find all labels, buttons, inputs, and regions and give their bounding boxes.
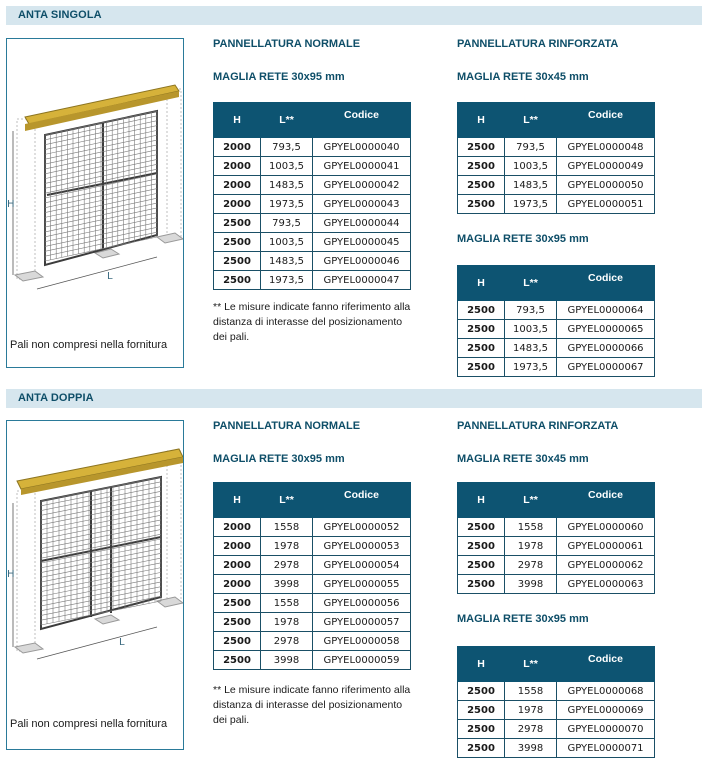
cell-codice: GPYEL0000066 — [557, 339, 655, 358]
column-header: Codice — [313, 103, 411, 138]
table-anta-doppia-rinforzata-30x95 — [457, 646, 655, 758]
table-row — [458, 720, 655, 739]
table-row — [214, 556, 411, 575]
cell-l: 793,5 — [261, 214, 313, 233]
table-row — [214, 157, 411, 176]
cell-l: 1978 — [261, 537, 313, 556]
heading-maglia-rete-30x95: MAGLIA RETE 30x95 mm — [457, 233, 589, 245]
cell-codice: GPYEL0000054 — [313, 556, 411, 575]
cell-h: 2000 — [214, 575, 261, 594]
table-row — [214, 594, 411, 613]
cell-l: 1558 — [505, 682, 557, 701]
cell-codice: GPYEL0000059 — [313, 651, 411, 670]
footnote: ** Le misure indicate fanno riferimento alla distanza di interasse del posizionamento dei pali. — [213, 684, 411, 726]
table-anta-singola-normale — [213, 102, 411, 290]
column-header: H — [458, 483, 505, 518]
image-caption: Pali non compresi nella fornitura — [10, 718, 168, 730]
table-row — [214, 518, 411, 537]
cell-codice: GPYEL0000050 — [557, 176, 655, 195]
cell-h: 2500 — [458, 518, 505, 537]
column-header: Codice — [557, 103, 655, 138]
cell-l: 793,5 — [505, 138, 557, 157]
cell-h: 2500 — [458, 320, 505, 339]
column-header: H — [458, 647, 505, 682]
cell-h: 2500 — [214, 613, 261, 632]
table-header-row — [458, 266, 655, 301]
heading-pannellatura-normale: PANNELLATURA NORMALE — [213, 420, 361, 432]
section-title: ANTA SINGOLA — [18, 9, 102, 21]
table-row — [214, 632, 411, 651]
column-header: H — [458, 266, 505, 301]
cell-h: 2500 — [214, 271, 261, 290]
table-row — [458, 320, 655, 339]
cell-codice: GPYEL0000071 — [557, 739, 655, 758]
cell-codice: GPYEL0000052 — [313, 518, 411, 537]
column-header: L** — [261, 483, 313, 518]
cell-l: 1973,5 — [505, 195, 557, 214]
table-row — [458, 556, 655, 575]
cell-h: 2000 — [214, 157, 261, 176]
heading-maglia-rete: MAGLIA RETE 30x95 mm — [213, 71, 345, 83]
image-caption: Pali non compresi nella fornitura — [10, 339, 168, 351]
cell-codice: GPYEL0000067 — [557, 358, 655, 377]
table-header-row — [458, 647, 655, 682]
cell-h: 2500 — [458, 157, 505, 176]
cell-l: 3998 — [505, 739, 557, 758]
cell-l: 1978 — [505, 701, 557, 720]
cell-codice: GPYEL0000051 — [557, 195, 655, 214]
column-header: H — [458, 103, 505, 138]
cell-l: 1973,5 — [261, 271, 313, 290]
table-row — [458, 138, 655, 157]
cell-h: 2000 — [214, 176, 261, 195]
heading-maglia-rete-30x95: MAGLIA RETE 30x95 mm — [457, 613, 589, 625]
column-header: H — [214, 103, 261, 138]
footnote: ** Le misure indicate fanno riferimento alla distanza di interasse del posizionamento dei pali. — [213, 301, 411, 343]
table-row — [214, 271, 411, 290]
table-row — [214, 138, 411, 157]
cell-l: 1003,5 — [505, 157, 557, 176]
heading-pannellatura-rinforzata: PANNELLATURA RINFORZATA — [457, 38, 619, 50]
cell-h: 2500 — [458, 301, 505, 320]
cell-codice: GPYEL0000064 — [557, 301, 655, 320]
cell-l: 1978 — [505, 537, 557, 556]
table-row — [214, 613, 411, 632]
table-row — [214, 214, 411, 233]
dim-h: H — [7, 569, 15, 580]
column-header: L** — [505, 266, 557, 301]
heading-pannellatura-normale: PANNELLATURA NORMALE — [213, 38, 361, 50]
single-gate-illustration — [7, 39, 184, 368]
table-anta-doppia-normale — [213, 482, 411, 670]
cell-h: 2500 — [458, 682, 505, 701]
cell-l: 1483,5 — [261, 176, 313, 195]
cell-h: 2000 — [214, 138, 261, 157]
double-gate-illustration — [7, 421, 184, 750]
cell-h: 2000 — [214, 518, 261, 537]
column-header: L** — [505, 103, 557, 138]
cell-h: 2500 — [458, 195, 505, 214]
cell-codice: GPYEL0000057 — [313, 613, 411, 632]
cell-codice: GPYEL0000063 — [557, 575, 655, 594]
column-header: Codice — [557, 647, 655, 682]
cell-l: 2978 — [505, 720, 557, 739]
table-row — [214, 176, 411, 195]
heading-maglia-rete-30x45: MAGLIA RETE 30x45 mm — [457, 453, 589, 465]
table-header-row — [214, 483, 411, 518]
cell-codice: GPYEL0000053 — [313, 537, 411, 556]
cell-l: 1003,5 — [261, 157, 313, 176]
cell-h: 2000 — [214, 537, 261, 556]
cell-codice: GPYEL0000048 — [557, 138, 655, 157]
cell-l: 1558 — [261, 594, 313, 613]
cell-h: 2500 — [458, 701, 505, 720]
cell-l: 2978 — [261, 632, 313, 651]
table-row — [458, 157, 655, 176]
cell-codice: GPYEL0000068 — [557, 682, 655, 701]
cell-codice: GPYEL0000043 — [313, 195, 411, 214]
cell-l: 1003,5 — [505, 320, 557, 339]
cell-codice: GPYEL0000041 — [313, 157, 411, 176]
cell-l: 1003,5 — [261, 233, 313, 252]
table-row — [214, 233, 411, 252]
cell-h: 2500 — [458, 537, 505, 556]
heading-maglia-rete: MAGLIA RETE 30x95 mm — [213, 453, 345, 465]
cell-codice: GPYEL0000049 — [557, 157, 655, 176]
cell-l: 1558 — [261, 518, 313, 537]
cell-l: 3998 — [261, 575, 313, 594]
cell-codice: GPYEL0000045 — [313, 233, 411, 252]
table-row — [458, 358, 655, 377]
table-row — [458, 301, 655, 320]
table-row — [458, 537, 655, 556]
cell-h: 2500 — [458, 138, 505, 157]
table-row — [214, 252, 411, 271]
cell-l: 793,5 — [505, 301, 557, 320]
table-row — [214, 651, 411, 670]
cell-l: 1978 — [261, 613, 313, 632]
table-row — [458, 339, 655, 358]
cell-l: 1483,5 — [505, 339, 557, 358]
cell-l: 3998 — [261, 651, 313, 670]
cell-h: 2500 — [458, 575, 505, 594]
table-header-row — [458, 103, 655, 138]
cell-codice: GPYEL0000069 — [557, 701, 655, 720]
cell-l: 1483,5 — [261, 252, 313, 271]
cell-l: 2978 — [505, 556, 557, 575]
cell-l: 3998 — [505, 575, 557, 594]
table-row — [214, 195, 411, 214]
cell-codice: GPYEL0000056 — [313, 594, 411, 613]
cell-h: 2500 — [458, 339, 505, 358]
cell-h: 2500 — [458, 720, 505, 739]
heading-pannellatura-rinforzata: PANNELLATURA RINFORZATA — [457, 420, 619, 432]
cell-codice: GPYEL0000061 — [557, 537, 655, 556]
cell-h: 2500 — [458, 739, 505, 758]
section-header-anta-doppia — [6, 389, 702, 408]
section-title: ANTA DOPPIA — [18, 392, 94, 404]
dim-l: L — [107, 271, 113, 282]
table-anta-singola-rinforzata-30x45 — [457, 102, 655, 214]
table-anta-doppia-rinforzata-30x45 — [457, 482, 655, 594]
cell-l: 2978 — [261, 556, 313, 575]
cell-codice: GPYEL0000042 — [313, 176, 411, 195]
dim-l: L — [119, 637, 125, 648]
cell-codice: GPYEL0000060 — [557, 518, 655, 537]
table-row — [214, 575, 411, 594]
table-anta-singola-rinforzata-30x95 — [457, 265, 655, 377]
cell-h: 2000 — [214, 195, 261, 214]
heading-maglia-rete-30x45: MAGLIA RETE 30x45 mm — [457, 71, 589, 83]
column-header: H — [214, 483, 261, 518]
cell-l: 1558 — [505, 518, 557, 537]
cell-codice: GPYEL0000047 — [313, 271, 411, 290]
cell-h: 2500 — [214, 594, 261, 613]
column-header: Codice — [557, 483, 655, 518]
cell-codice: GPYEL0000044 — [313, 214, 411, 233]
table-row — [458, 701, 655, 720]
table-row — [458, 195, 655, 214]
cell-codice: GPYEL0000046 — [313, 252, 411, 271]
table-header-row — [214, 103, 411, 138]
cell-codice: GPYEL0000070 — [557, 720, 655, 739]
column-header: Codice — [557, 266, 655, 301]
cell-h: 2500 — [458, 176, 505, 195]
column-header: Codice — [313, 483, 411, 518]
cell-l: 1483,5 — [505, 176, 557, 195]
table-row — [458, 739, 655, 758]
section-header-anta-singola — [6, 6, 702, 25]
cell-h: 2000 — [214, 556, 261, 575]
table-header-row — [458, 483, 655, 518]
cell-l: 793,5 — [261, 138, 313, 157]
column-header: L** — [505, 647, 557, 682]
cell-l: 1973,5 — [505, 358, 557, 377]
cell-h: 2500 — [214, 252, 261, 271]
cell-codice: GPYEL0000040 — [313, 138, 411, 157]
cell-h: 2500 — [214, 632, 261, 651]
table-row — [458, 176, 655, 195]
cell-codice: GPYEL0000065 — [557, 320, 655, 339]
cell-h: 2500 — [214, 214, 261, 233]
product-image-anta-singola — [6, 38, 184, 368]
cell-l: 1973,5 — [261, 195, 313, 214]
dim-h: H — [7, 199, 15, 210]
cell-h: 2500 — [214, 651, 261, 670]
column-header: L** — [261, 103, 313, 138]
cell-codice: GPYEL0000055 — [313, 575, 411, 594]
column-header: L** — [505, 483, 557, 518]
cell-h: 2500 — [214, 233, 261, 252]
table-row — [458, 575, 655, 594]
table-row — [214, 537, 411, 556]
cell-h: 2500 — [458, 556, 505, 575]
table-row — [458, 518, 655, 537]
table-row — [458, 682, 655, 701]
product-image-anta-doppia — [6, 420, 184, 750]
cell-codice: GPYEL0000058 — [313, 632, 411, 651]
cell-codice: GPYEL0000062 — [557, 556, 655, 575]
cell-h: 2500 — [458, 358, 505, 377]
